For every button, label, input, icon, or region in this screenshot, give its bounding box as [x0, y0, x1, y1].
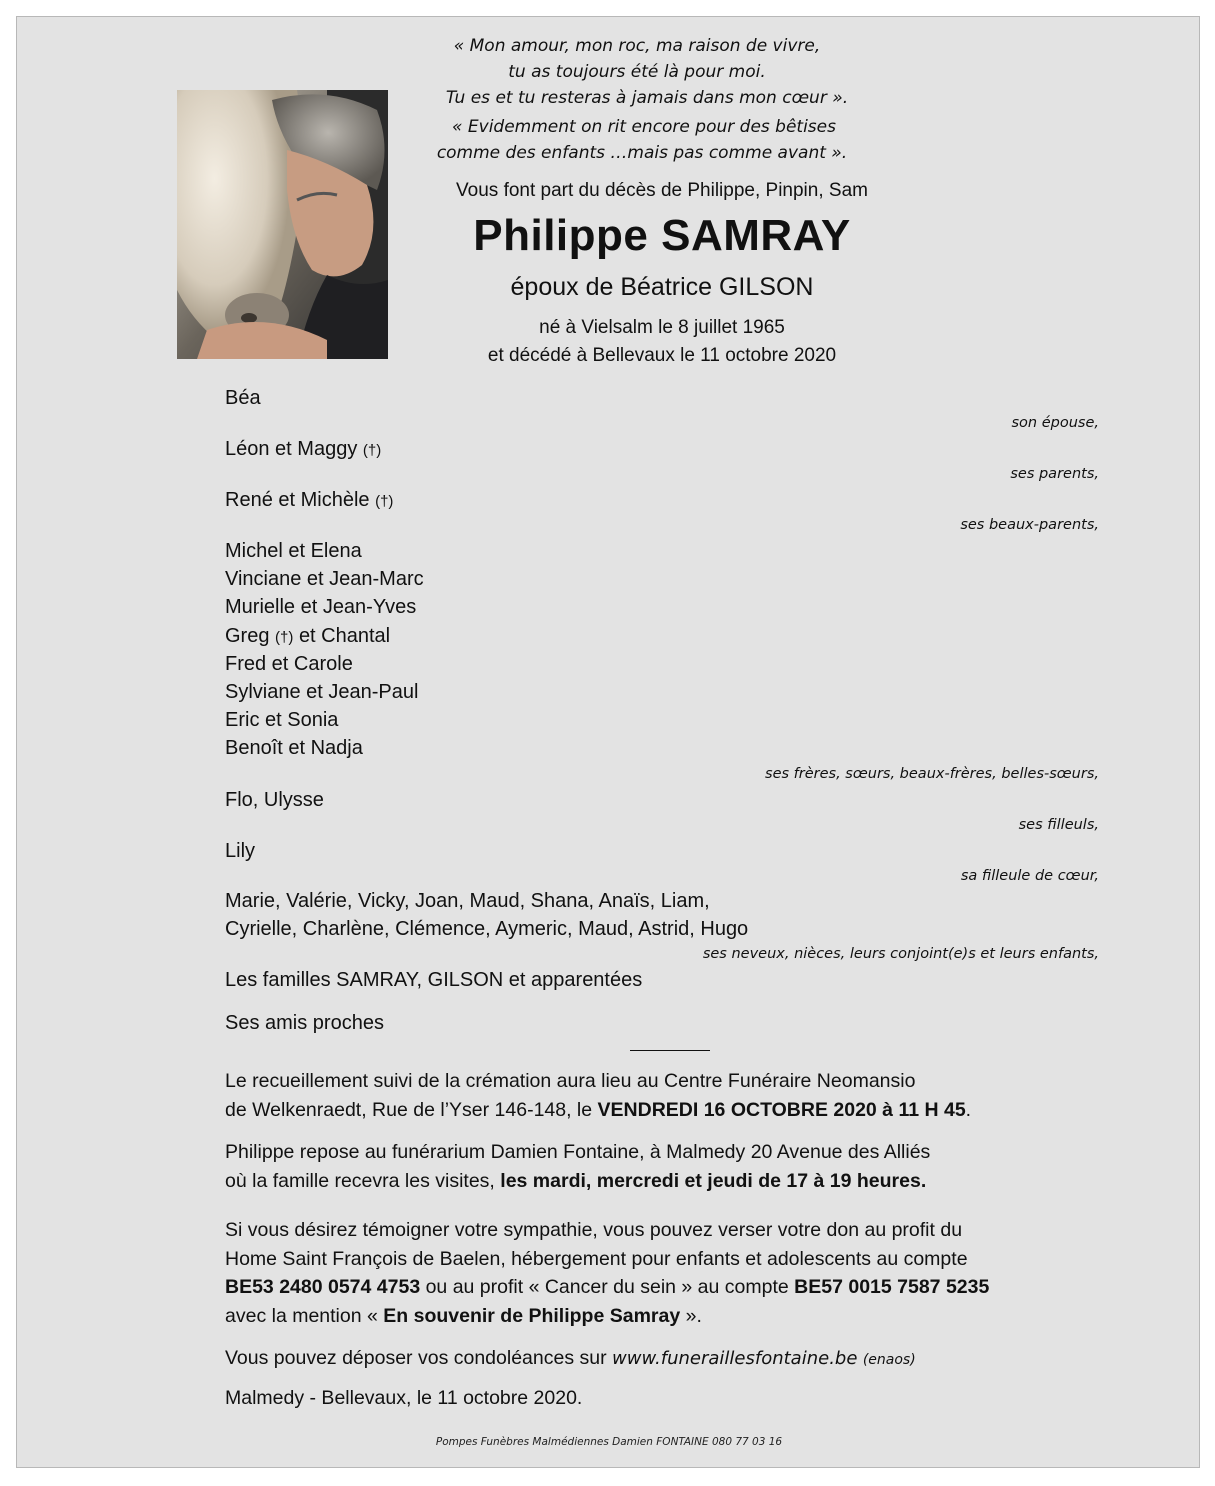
- relation-spouse: son épouse,: [1011, 415, 1099, 431]
- ceremony-period: .: [965, 1098, 972, 1121]
- parents-names: Léon et Maggy: [225, 438, 358, 460]
- visits-line-2: [225, 1167, 930, 1196]
- sibling-line: Sylviane et Jean-Paul: [225, 681, 419, 703]
- death-line: et décédé à Bellevaux le 11 octobre 2020: [487, 345, 837, 366]
- quote-line-1: « Mon amour, mon roc, ma raison de vivre,: [453, 36, 821, 56]
- family-godchildren: Flo, Ulysse: [225, 789, 324, 811]
- donation-line-3: [225, 1273, 989, 1302]
- portrait-image-icon: [177, 90, 388, 359]
- sibling-line: Murielle et Jean-Yves: [225, 596, 417, 618]
- donation-line-2: Home Saint François de Baelen, hébergement pour enfants et adolescents au compte: [225, 1247, 968, 1270]
- inlaws-names: René et Michèle: [225, 489, 370, 511]
- divider-line: [630, 1050, 710, 1051]
- sibling-line: Vinciane et Jean-Marc: [225, 568, 424, 590]
- sibling-greg: Greg: [225, 625, 270, 647]
- relation-inlaws: ses beaux-parents,: [960, 517, 1099, 533]
- relation-godchildren: ses filleuls,: [1018, 817, 1099, 833]
- sibling-line: Michel et Elena: [225, 540, 362, 562]
- portrait-photo: [177, 90, 388, 359]
- family-nephews-1: Marie, Valérie, Vicky, Joan, Maud, Shana, Anaïs, Liam,: [225, 890, 710, 912]
- dagger-mark: (†): [275, 629, 294, 646]
- ceremony-datetime: VENDREDI 16 OCTOBRE 2020 à 11 H 45: [597, 1098, 966, 1121]
- relation-goddaughter: sa filleule de cœur,: [960, 868, 1099, 884]
- relation-nephews: ses neveux, nièces, leurs conjoint(e)s et leurs enfants,: [702, 946, 1099, 962]
- birth-line: né à Vielsalm le 8 juillet 1965: [539, 317, 785, 338]
- visits-hours: les mardi, mercredi et jeudi de 17 à 19 heures.: [500, 1169, 927, 1192]
- footer-funeral-home: Pompes Funèbres Malmédiennes Damien FONTAINE 080 77 03 16: [435, 1436, 783, 1448]
- mention-text: En souvenir de Philippe Samray: [383, 1304, 681, 1327]
- family-families: Les familles SAMRAY, GILSON et apparentées: [225, 969, 643, 991]
- quote-line-3: Tu es et tu resteras à jamais dans mon cœur ».: [445, 88, 849, 108]
- condolences-site-link[interactable]: www.funeraillesfontaine.be: [612, 1348, 858, 1369]
- quote-line-4: « Evidemment on rit encore pour des bêtises: [452, 117, 836, 137]
- condolences-text: Vous pouvez déposer vos condoléances sur: [225, 1347, 613, 1369]
- obituary-card: [16, 16, 1200, 1468]
- sibling-line: Eric et Sonia: [225, 709, 339, 731]
- relation-siblings: ses frères, sœurs, beaux-frères, belles-sœurs,: [765, 766, 1099, 782]
- family-friends: Ses amis proches: [225, 1012, 384, 1034]
- dagger-mark: (†): [362, 442, 382, 459]
- family-nephews-2: Cyrielle, Charlène, Clémence, Aymeric, Maud, Astrid, Hugo: [225, 918, 749, 940]
- sibling-line: [225, 625, 390, 648]
- ceremony-line-1: Le recueillement suivi de la crémation aura lieu au Centre Funéraire Neomansio: [225, 1070, 916, 1092]
- deceased-name: Philippe SAMRAY: [473, 211, 851, 260]
- family-parents: [225, 438, 381, 461]
- mention-suffix: ».: [680, 1304, 702, 1327]
- ceremony-location: de Welkenraedt, Rue de l’Yser 146-148, le: [225, 1098, 598, 1121]
- donation-line-4: [225, 1302, 989, 1331]
- sibling-line: Fred et Carole: [225, 653, 353, 675]
- sibling-line: Benoît et Nadja: [225, 737, 363, 759]
- condolences-tag: (enaos): [862, 1352, 916, 1368]
- donation-paragraph: [225, 1216, 989, 1330]
- mention-prefix: avec la mention «: [225, 1304, 384, 1327]
- family-goddaughter: Lily: [225, 840, 256, 862]
- quote-line-5: comme des enfants …mais pas comme avant ».: [436, 143, 848, 163]
- relation-parents: ses parents,: [1010, 466, 1099, 482]
- announcement: Vous font part du décès de Philippe, Pinpin, Sam: [456, 180, 868, 201]
- spouse-line: époux de Béatrice GILSON: [510, 273, 814, 301]
- dagger-mark: (†): [375, 493, 394, 510]
- iban-cancer: BE57 0015 7587 5235: [794, 1276, 990, 1298]
- family-inlaws: [225, 489, 393, 512]
- visits-paragraph: [225, 1138, 930, 1195]
- place-date: Malmedy - Bellevaux, le 11 octobre 2020.: [225, 1387, 583, 1409]
- family-bea: Béa: [225, 387, 261, 409]
- ceremony-paragraph: [225, 1067, 971, 1124]
- iban-home: BE53 2480 0574 4753: [225, 1276, 421, 1298]
- visits-line-1: Philippe repose au funérarium Damien Fontaine, à Malmedy 20 Avenue des Alliés: [225, 1141, 931, 1163]
- donation-mid: ou au profit « Cancer du sein » au compte: [420, 1276, 795, 1298]
- condolences-line: [225, 1344, 916, 1375]
- sibling-chantal: et Chantal: [298, 625, 391, 647]
- donation-line-1: Si vous désirez témoigner votre sympathie, vous pouvez verser votre don au profit du: [225, 1219, 963, 1241]
- visits-text: où la famille recevra les visites,: [225, 1169, 501, 1192]
- quote-line-2: tu as toujours été là pour moi.: [508, 62, 766, 82]
- ceremony-line-2: [225, 1096, 971, 1125]
